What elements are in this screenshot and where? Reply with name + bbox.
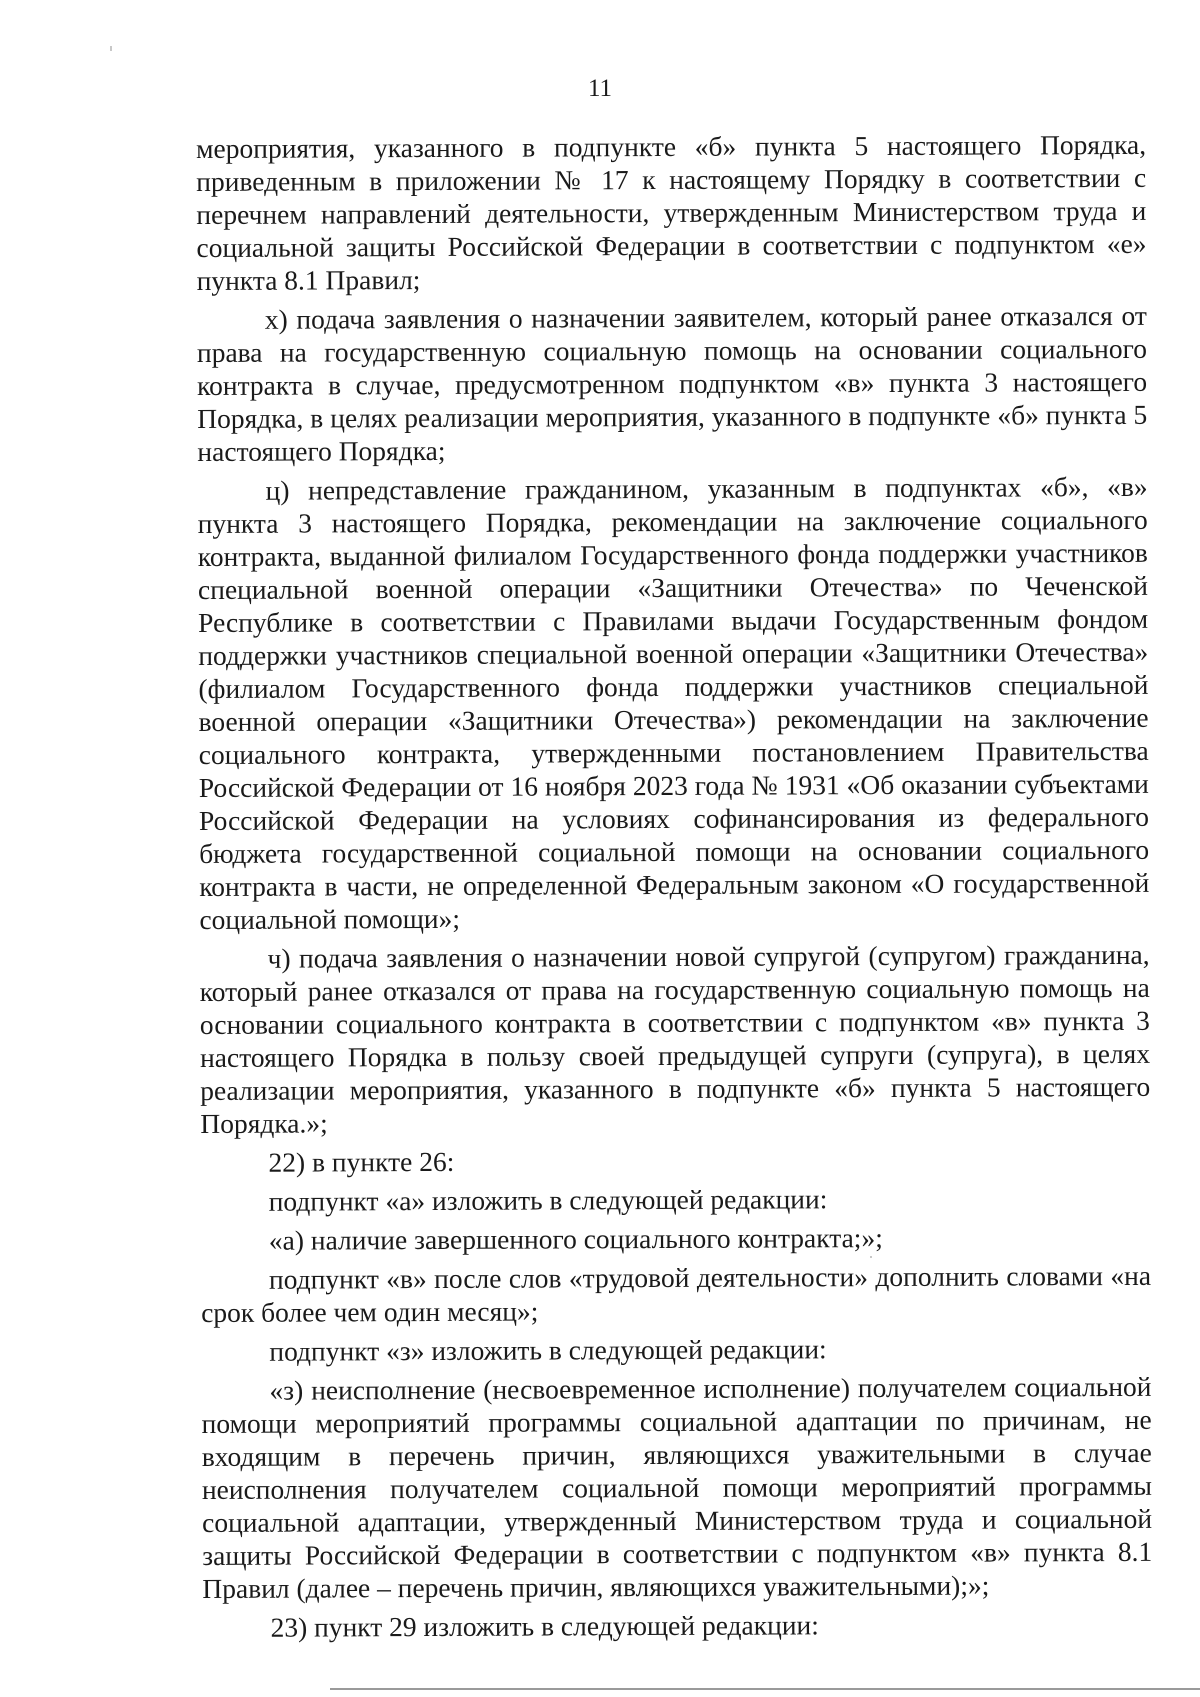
paragraph-item-ch: ч) подача заявления о назначении новой супругой (супругом) гражданина, который ранее отказался от права на государственную социальную помощь на основании социального контракта в соответствии с подпунктом «в» пункта 3 настоящего Порядка в пользу своей предыдущей супруги (супруга), в целях реализации мероприятия, указанного в подпункте «б» пункта 5 настоящего Порядка.»; <box>199 938 1151 1139</box>
scan-speck <box>870 1256 872 1258</box>
paragraph-point-23: 23) пункт 29 изложить в следующей редакции: <box>270 1609 819 1643</box>
paragraph-continuation: мероприятия, указанного в подпункте «б» пункта 5 настоящего Порядка, приведенным в приложении № 17 к настоящему Порядку в соответствии с перечнем направлений деятельности, утвержденным Министерством труда и социальной защиты Российской Федерации в соответствии с подпунктом «е» пункта 8.1 Правил; <box>196 128 1147 296</box>
paragraph-subpoint-z-text: «з) неисполнение (несвоевременное исполнение) получателем социальной помощи мероприятий программы социальной адаптации по причинам, не входящим в перечень причин, являющихся уважительными в случае неисполнения получателем социальной помощи мероприятий программы социальной адаптации, утвержденный Министерством труда и социальной защиты Российской Федерации в соответствии с подпунктом «в» пункта 8.1 Правил (далее – перечень причин, являющихся уважительными);»; <box>201 1370 1153 1604</box>
page-number: 11 <box>587 75 613 102</box>
paragraph-point-22: 22) в пункте 26: <box>268 1145 455 1178</box>
paragraph-subpoint-v: подпункт «в» после слов «трудовой деятельности» дополнить словами «на срок более чем один месяц»; <box>201 1259 1152 1328</box>
paragraph-subpoint-a-text: «а) наличие завершенного социального контракта;»; <box>268 1222 883 1256</box>
scan-speck <box>110 46 112 51</box>
paragraph-item-kh: х) подача заявления о назначении заявителем, который ранее отказался от права на государственную социальную помощь на основании социального контракта в случае, предусмотренном подпунктом «в» пункта 3 настоящего Порядка, в целях реализации мероприятия, указанного в подпункте «б» пункта 5 настоящего Порядка; <box>196 299 1148 467</box>
paragraph-subpoint-a-intro: подпункт «а» изложить в следующей редакции: <box>268 1183 828 1217</box>
paragraph-item-ts: ц) непредставление гражданином, указанным в подпунктах «б», «в» пункта 3 настоящего Порядка, рекомендации на заключение социального контракта, выданной филиалом Государственного фонда поддержки участников специальной военной операции «Защитники Отечества» по Чеченской Республике в соответствии с Правилами выдачи Государственным фондом поддержки участников специальной военной операции «Защитники Отечества» (филиалом Государственного фонда поддержки участников специальной военной операции «Защитники Отечества») рекомендации на заключение социального контракта, утвержденными постановлением Правительства Российской Федерации от 16 ноября 2023 года № 1931 «Об оказании субъектами Российской Федерации на условиях софинансирования из федерального бюджета государственной социальной помощи на основании социального контракта в части, не определенной Федеральным законом «О государственной социальной помощи»; <box>197 470 1150 935</box>
paragraph-subpoint-z-intro: подпункт «з» изложить в следующей редакции: <box>269 1333 827 1367</box>
scan-edge-line <box>330 1688 1200 1690</box>
document-body <box>196 128 1153 1644</box>
